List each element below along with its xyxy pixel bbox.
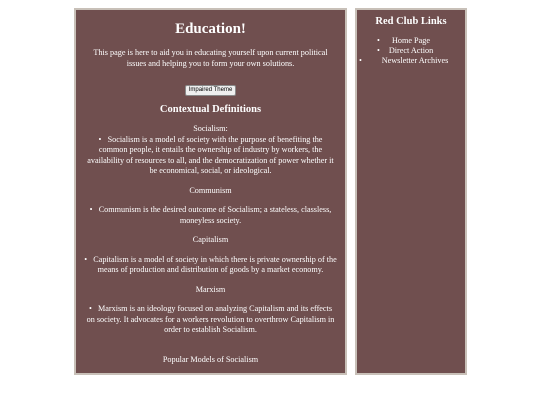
- sidebar-item-newsletter-archives: [361, 56, 461, 66]
- definition-term: Communism: [189, 185, 232, 195]
- bullet-icon: •: [359, 56, 362, 65]
- bullet-icon: •: [377, 36, 380, 45]
- home-page-link[interactable]: Home Page: [392, 36, 430, 45]
- newsletter-archives-link[interactable]: Newsletter Archives: [381, 56, 449, 65]
- intro-text: This page is here to aid you in educating yourself upon current political issues and helping you to form your own solutions.: [93, 48, 328, 68]
- definition-capitalism: [84, 235, 337, 276]
- definition-text: • Capitalism is a model of society in which there is private ownership of the means of production and distribution of goods by a market economy.: [84, 255, 337, 276]
- sidebar-panel: [355, 8, 467, 375]
- models-heading: Popular Models of Socialism: [162, 354, 259, 364]
- impaired-theme-button[interactable]: Impaired Theme: [185, 85, 237, 96]
- sidebar-links: [361, 36, 461, 66]
- sidebar-item-direct-action: [361, 46, 461, 56]
- definition-text: • Socialism is a model of society with the purpose of benefiting the common people, it entails the ownership of industry by workers, the availability of resources to all, and the democratization of power whether it be economical, social, or ideological.: [84, 135, 337, 177]
- main-content-panel: [74, 8, 347, 383]
- direct-action-link[interactable]: Direct Action: [388, 46, 434, 55]
- definition-communism: [84, 186, 337, 227]
- definition-socialism: [84, 124, 337, 177]
- definition-term: Marxism: [195, 284, 226, 294]
- sidebar-title: Red Club Links: [375, 16, 447, 27]
- definition-text: • Communism is the desired outcome of Socialism; a stateless, classless, moneyless society.: [84, 205, 337, 226]
- page-title: Education!: [175, 21, 246, 37]
- definition-term: Socialism:: [193, 124, 228, 133]
- definition-text: • Marxism is an ideology focused on analyzing Capitalism and its effects on society. It advocates for a workers revolution to overthrow Capitalism in order to establish Socialism.: [84, 304, 337, 336]
- bullet-icon: •: [377, 46, 380, 55]
- definitions-heading: Contextual Definitions: [159, 104, 262, 115]
- definition-term: Capitalism: [192, 235, 229, 244]
- sidebar-item-home-page: [361, 36, 461, 46]
- model-marxist-leninism: Marxist Leninism: [181, 374, 240, 383]
- definition-marxism: [84, 285, 337, 336]
